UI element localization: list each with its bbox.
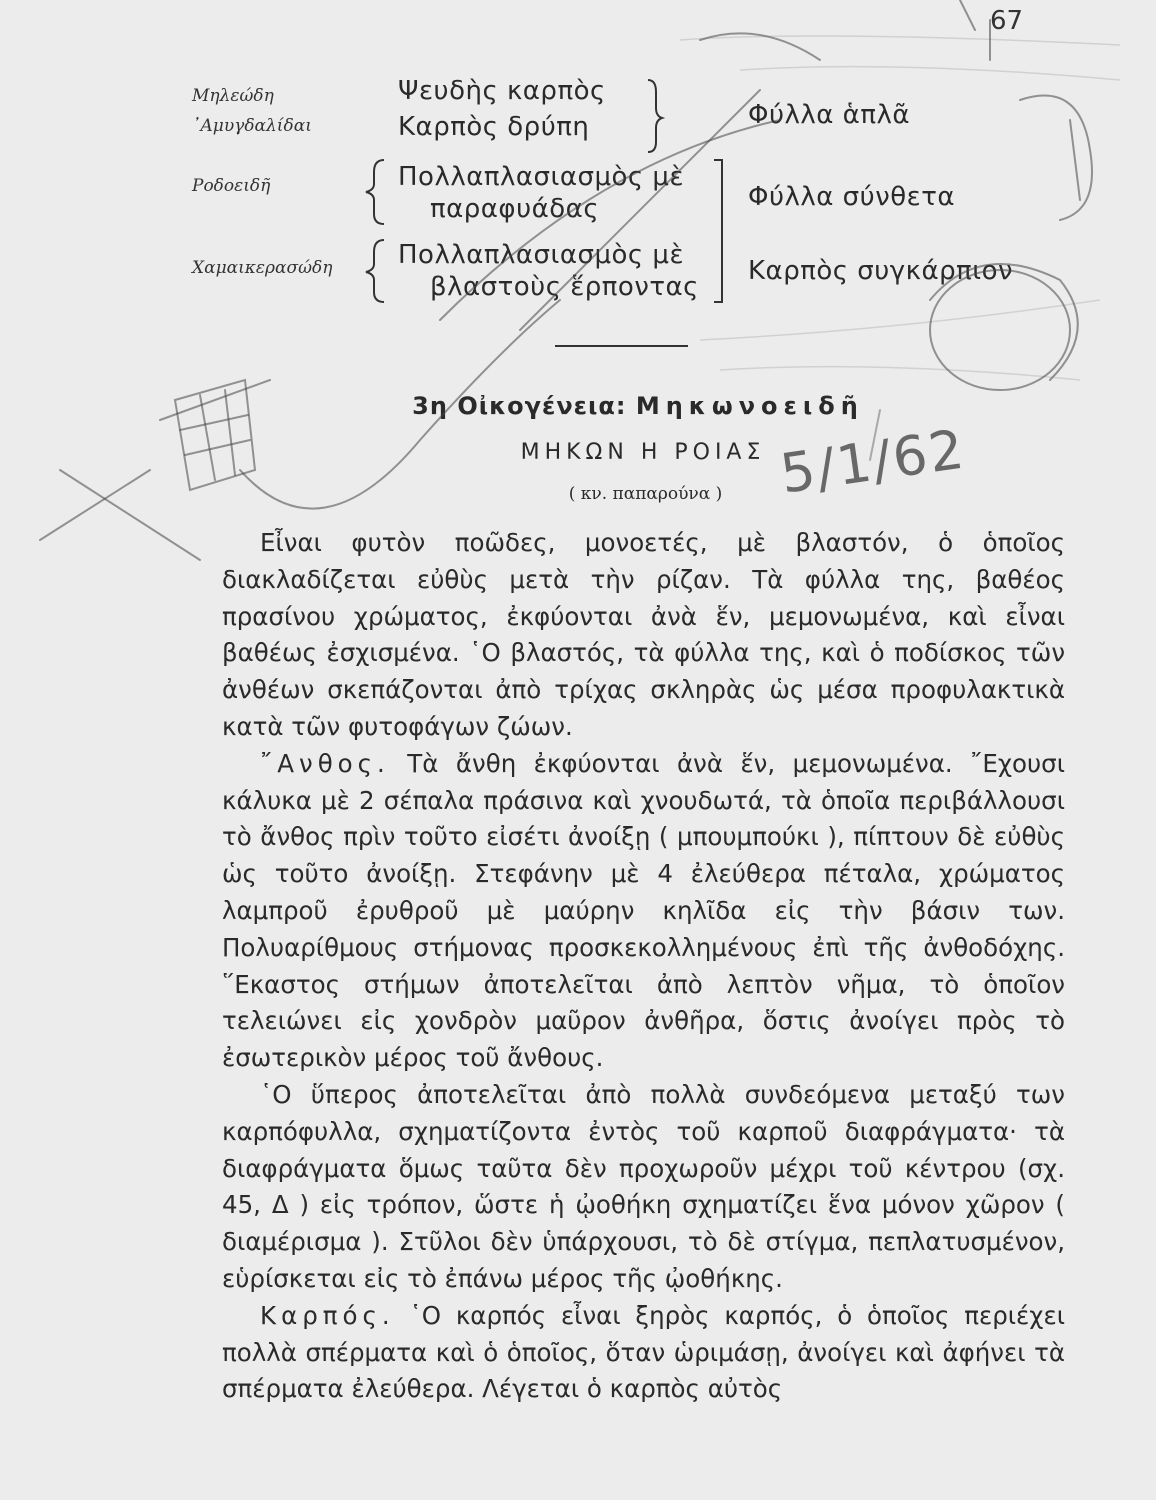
trait-compound-leaves: Φύλλα σύνθετα	[748, 182, 955, 212]
handwritten-date: 5/1/62	[776, 417, 970, 506]
family-heading	[0, 392, 1156, 420]
family-label-meleodi: Μηλεώδη	[192, 86, 274, 106]
common-name: ( κν. παπαρούνα )	[568, 484, 723, 504]
fruit-text: ῾Ο καρπός εἶναι ξηρὸς καρπός, ὁ ὁποῖος περιέχει πολλὰ σπέρματα καὶ ὁ ὁποῖος, ὅταν ὡριμάσῃ, ἀνοίγει καὶ ἀφήνει τὰ σπέρματα ἐλεύθερα. Λέγεται ὁ καρπὸς αὐτὸς	[222, 1300, 1065, 1404]
flower-label: ῎Ανθος.	[260, 748, 390, 778]
trait-suckers-line2: παραφυάδας	[430, 194, 600, 224]
family-heading-prefix: 3η Οἰκογένεια:	[412, 392, 627, 420]
family-label-chamaikerasodi: Χαμαικερασώδη	[192, 258, 333, 278]
paragraph-fruit	[222, 1298, 1065, 1408]
species-heading: ΜΗΚΩΝ Η ΡΟΙΑΣ	[520, 440, 766, 465]
family-heading-name: Μηκωνοειδῆ	[635, 392, 864, 420]
trait-drupe: Καρπὸς δρύπη	[398, 112, 590, 142]
fruit-label: Καρπός.	[260, 1300, 395, 1330]
family-label-rodoeidi: Ροδοειδῆ	[192, 176, 271, 196]
page-number: 67	[990, 6, 1024, 36]
flower-text: Τὰ ἄνθη ἐκφύονται ἀνὰ ἕν, μεμονωμένα. ῎Εχουσι κάλυκα μὲ 2 σέπαλα πράσινα καὶ χνουδωτά, τὰ ὁποῖα περιβάλλουσι τὸ ἄνθος πρὶν τοῦτο εἰσέτι ἀνοίξῃ ( μπουμπούκι ), πίπτουν δὲ εὐθὺς ὡς τοῦτο ἀνοίξῃ. Στεφάνην μὲ 4 ἐλεύθερα πέταλα, χρώματος λαμπροῦ ἐρυθροῦ μὲ μαύρην κηλῖδα εἰς τὴν βάσιν των. Πολυαρίθμους στήμονας προσκεκολλημένους ἐπὶ τῆς ἀνθοδόχης. ῞Εκαστος στήμων ἀποτελεῖται ἀπὸ λεπτὸν νῆμα, τὸ ὁποῖον τελειώνει εἰς χονδρὸν μαῦρον ἀνθῆρα, ὅστις ἀνοίγει πρὸς τὸ ἐσωτερικὸν μέρος τοῦ ἄνθους.	[222, 748, 1065, 1073]
trait-simple-leaves: Φύλλα ἁπλᾶ	[748, 100, 911, 130]
paragraph-flower	[222, 746, 1065, 1077]
classification-braces	[0, 0, 1156, 360]
trait-pseudo-fruit: Ψευδὴς καρπὸς	[398, 76, 606, 106]
section-divider	[555, 345, 688, 347]
family-label-amygdalidai: ᾿Αμυγδαλίδαι	[192, 116, 312, 136]
trait-runners-line2: βλαστοὺς ἕρποντας	[430, 272, 699, 302]
trait-runners-line1: Πολλαπλασιασμὸς μὲ	[398, 240, 685, 270]
body-text	[222, 525, 1065, 1408]
paragraph-description: Εἶναι φυτὸν ποῶδες, μονοετές, μὲ βλαστόν, ὁ ὁποῖος διακλαδίζεται εὐθὺς μετὰ τὴν ρίζαν. Τὰ φύλλα της, βαθέος πρασίνου χρώματος, ἐκφύονται ἀνὰ ἕν, μεμονωμένα, καὶ εἶναι βαθέως ἐσχισμένα. ῾Ο βλαστός, τὰ φύλλα της, καὶ ὁ ποδίσκος τῶν ἀνθέων σκεπάζονται ἀπὸ τρίχας σκληρὰς ὡς μέσα προφυλακτικὰ κατὰ τῶν φυτοφάγων ζώων.	[222, 528, 1065, 741]
trait-suckers-line1: Πολλαπλασιασμὸς μὲ	[398, 162, 685, 192]
trait-syncarp: Καρπὸς συγκάρπιον	[748, 256, 1014, 286]
paragraph-pistil: ῾Ο ὕπερος ἀποτελεῖται ἀπὸ πολλὰ συνδεόμενα μεταξύ των καρπόφυλλα, σχηματίζοντα ἐντὸς τοῦ καρποῦ διαφράγματα· τὰ διαφράγματα ὅμως ταῦτα δὲν προχωροῦν μέχρι τοῦ κέντρου (σχ. 45, Δ ) εἰς τρόπον, ὥστε ἡ ᾠοθήκη σχηματίζει ἕνα μόνον χῶρον ( διαμέρισμα ). Στῦλοι δὲν ὑπάρχουσι, τὸ δὲ στίγμα, πεπλατυσμένον, εὑρίσκεται εἰς τὸ ἐπάνω μέρος τῆς ᾠοθήκης.	[222, 1079, 1065, 1293]
